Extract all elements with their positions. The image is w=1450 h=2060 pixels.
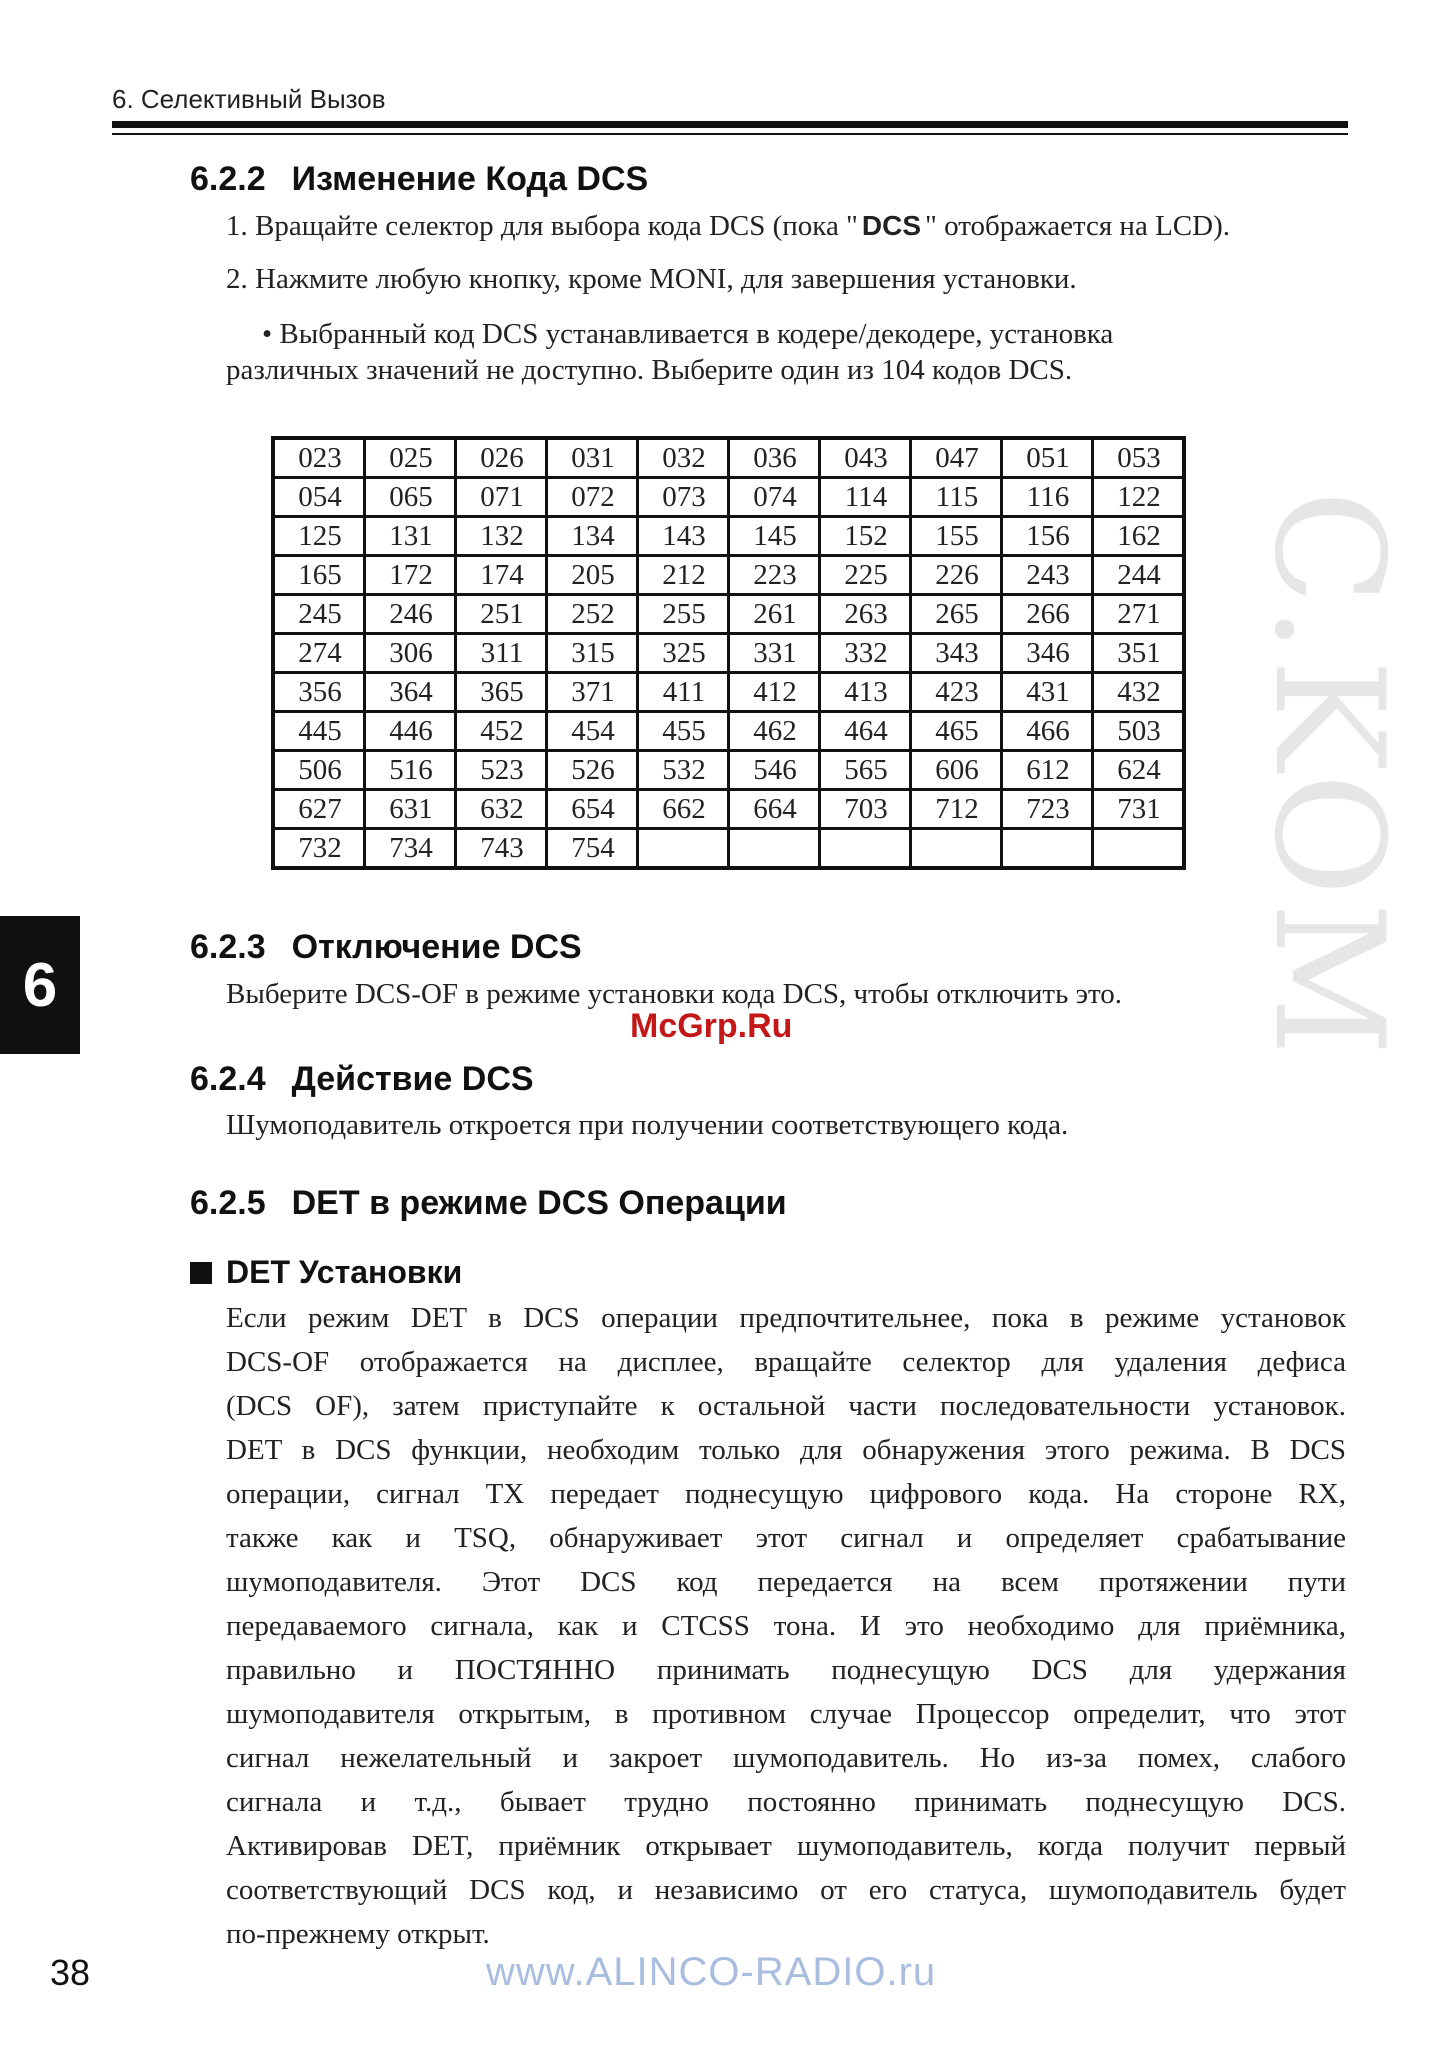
dcs-code-cell: 743	[456, 829, 547, 869]
dcs-code-cell	[638, 829, 729, 869]
dcs-code-cell: 116	[1002, 478, 1093, 517]
dcs-code-cell: 306	[365, 634, 456, 673]
step-1-text-start: 1. Вращайте селектор для выбора кода DCS (пока "	[226, 210, 858, 242]
dcs-code-cell: 723	[1002, 790, 1093, 829]
lcd-dcs-indicator: DCS	[861, 210, 922, 241]
dcs-code-cell: 464	[820, 712, 911, 751]
running-header: 6. Селективный Вызов	[112, 84, 386, 114]
dcs-code-cell: 205	[547, 556, 638, 595]
table-row	[273, 790, 1184, 829]
dcs-code-cell: 132	[456, 517, 547, 556]
section-6-2-2-heading	[190, 160, 648, 199]
dcs-code-cell: 332	[820, 634, 911, 673]
dcs-code-cell: 325	[638, 634, 729, 673]
dcs-code-cell: 452	[456, 712, 547, 751]
dcs-code-cell: 532	[638, 751, 729, 790]
det-setup-heading	[190, 1254, 462, 1291]
dcs-code-cell: 754	[547, 829, 638, 869]
dcs-code-cell: 351	[1093, 634, 1185, 673]
section-title: Отключение DCS	[291, 928, 582, 966]
footer-url[interactable]: www.ALINCO-RADIO.ru	[486, 1950, 937, 1994]
dcs-code-cell: 125	[273, 517, 365, 556]
dcs-code-cell: 174	[456, 556, 547, 595]
dcs-code-cell: 261	[729, 595, 820, 634]
dcs-code-cell: 331	[729, 634, 820, 673]
dcs-code-cell: 023	[273, 438, 365, 478]
dcs-code-cell: 446	[365, 712, 456, 751]
table-row	[273, 751, 1184, 790]
dcs-code-cell: 065	[365, 478, 456, 517]
dcs-code-cell	[1002, 829, 1093, 869]
dcs-code-cell: 223	[729, 556, 820, 595]
table-row	[273, 673, 1184, 712]
dcs-code-cell: 413	[820, 673, 911, 712]
page-number: 38	[50, 1952, 91, 1993]
dcs-code-cell: 152	[820, 517, 911, 556]
chapter-tab: 6	[0, 916, 80, 1054]
dcs-code-cell: 265	[911, 595, 1002, 634]
dcs-code-cell: 606	[911, 751, 1002, 790]
section-6-2-4-heading	[190, 1060, 534, 1099]
paragraph-line: DCS-OF отображается на дисплее, вращайте селектор для удаления дефиса	[226, 1346, 1346, 1378]
paragraph-line: передаваемого сигнала, как и CTCSS тона. И это необходимо для приёмника,	[226, 1610, 1346, 1642]
dcs-code-cell: 523	[456, 751, 547, 790]
dcs-code-cell: 074	[729, 478, 820, 517]
dcs-code-cell: 114	[820, 478, 911, 517]
dcs-code-cell: 454	[547, 712, 638, 751]
section-6-2-4-text: Шумоподавитель откроется при получении соответствующего кода.	[226, 1109, 1069, 1141]
dcs-code-cell: 632	[456, 790, 547, 829]
section-6-2-5-heading	[190, 1184, 787, 1223]
dcs-code-cell: 503	[1093, 712, 1185, 751]
section-6-2-3-heading	[190, 928, 582, 967]
dcs-code-cell: 412	[729, 673, 820, 712]
dcs-code-cell: 122	[1093, 478, 1185, 517]
dcs-code-cell: 631	[365, 790, 456, 829]
dcs-code-cell	[1093, 829, 1185, 869]
dcs-code-cell: 266	[1002, 595, 1093, 634]
dcs-code-cell: 731	[1093, 790, 1185, 829]
dcs-code-cell: 364	[365, 673, 456, 712]
dcs-code-cell: 565	[820, 751, 911, 790]
dcs-code-cell: 073	[638, 478, 729, 517]
dcs-code-cell: 274	[273, 634, 365, 673]
dcs-code-cell: 134	[547, 517, 638, 556]
dcs-code-cell: 712	[911, 790, 1002, 829]
dcs-code-cell: 423	[911, 673, 1002, 712]
section-number: 6.2.5	[190, 1184, 266, 1222]
dcs-code-cell: 346	[1002, 634, 1093, 673]
dcs-code-cell: 212	[638, 556, 729, 595]
step-1	[226, 210, 1230, 243]
section-number: 6.2.3	[190, 928, 266, 966]
dcs-code-cell: 226	[911, 556, 1002, 595]
table-row	[273, 829, 1184, 869]
section-6-2-3-text: Выберите DCS-OF в режиме установки кода DCS, чтобы отключить это.	[226, 978, 1123, 1010]
dcs-code-cell: 172	[365, 556, 456, 595]
dcs-code-cell: 624	[1093, 751, 1185, 790]
dcs-code-cell: 734	[365, 829, 456, 869]
dcs-code-cell: 356	[273, 673, 365, 712]
dcs-code-cell: 263	[820, 595, 911, 634]
dcs-code-cell: 053	[1093, 438, 1185, 478]
dcs-code-cell: 371	[547, 673, 638, 712]
table-row	[273, 595, 1184, 634]
paragraph-line: шумоподавителя открытым, в противном случае Процессор определит, что этот	[226, 1698, 1346, 1730]
dcs-code-cell: 654	[547, 790, 638, 829]
dcs-code-cell: 026	[456, 438, 547, 478]
table-row	[273, 438, 1184, 478]
paragraph-line: шумоподавителя. Этот DCS код передается на всем протяжении пути	[226, 1566, 1346, 1598]
step-2: 2. Нажмите любую кнопку, кроме MONI, для завершения установки.	[226, 263, 1077, 295]
bullet-square-icon	[190, 1262, 212, 1284]
section-title: DET в режиме DCS Операции	[291, 1184, 787, 1222]
dcs-code-cell: 311	[456, 634, 547, 673]
paragraph-line: (DCS OF), затем приступайте к остальной части последовательности установок.	[226, 1390, 1346, 1422]
dcs-code-cell: 043	[820, 438, 911, 478]
section-title: Действие DCS	[291, 1060, 534, 1098]
dcs-code-cell: 432	[1093, 673, 1185, 712]
dcs-code-cell: 162	[1093, 517, 1185, 556]
table-row	[273, 556, 1184, 595]
dcs-code-cell: 115	[911, 478, 1002, 517]
section-number: 6.2.2	[190, 160, 266, 198]
dcs-code-cell: 466	[1002, 712, 1093, 751]
paragraph-line: сигнала и т.д., бывает трудно постоянно принимать поднесущую DCS.	[226, 1786, 1346, 1818]
dcs-code-cell: 664	[729, 790, 820, 829]
dcs-code-cell: 612	[1002, 751, 1093, 790]
dcs-code-cell: 703	[820, 790, 911, 829]
paragraph-line: по-прежнему открыт.	[226, 1918, 490, 1950]
paragraph-line: операции, сигнал TX передает поднесущую цифрового кода. На стороне RX,	[226, 1478, 1346, 1510]
paragraph-line: также как и TSQ, обнаруживает этот сигнал и определяет срабатывание	[226, 1522, 1346, 1554]
paragraph-line: сигнал нежелательный и закроет шумоподавитель. Но из-за помех, слабого	[226, 1742, 1346, 1774]
dcs-code-cell: 526	[547, 751, 638, 790]
step-1-text-end: " отображается на LCD).	[925, 210, 1230, 242]
watermark-text: C.KOM	[1241, 490, 1415, 1062]
dcs-code-cell: 225	[820, 556, 911, 595]
header-rule-thin	[112, 133, 1348, 135]
dcs-code-cell: 627	[273, 790, 365, 829]
dcs-code-cell: 431	[1002, 673, 1093, 712]
dcs-code-cell: 156	[1002, 517, 1093, 556]
dcs-code-cell: 145	[729, 517, 820, 556]
dcs-code-cell: 343	[911, 634, 1002, 673]
dcs-code-cell: 245	[273, 595, 365, 634]
dcs-code-cell: 071	[456, 478, 547, 517]
dcs-code-cell: 546	[729, 751, 820, 790]
dcs-code-cell: 036	[729, 438, 820, 478]
dcs-code-cell: 445	[273, 712, 365, 751]
dcs-code-cell: 315	[547, 634, 638, 673]
table-row	[273, 712, 1184, 751]
dcs-code-cell: 165	[273, 556, 365, 595]
dcs-code-cell: 243	[1002, 556, 1093, 595]
dcs-code-cell: 465	[911, 712, 1002, 751]
dcs-code-cell: 516	[365, 751, 456, 790]
dcs-code-cell: 244	[1093, 556, 1185, 595]
dcs-code-cell: 155	[911, 517, 1002, 556]
dcs-code-cell: 246	[365, 595, 456, 634]
section-number: 6.2.4	[190, 1060, 266, 1098]
paragraph-line: DET в DCS функции, необходим только для обнаружения этого режима. В DCS	[226, 1434, 1346, 1466]
header-rule-thick	[112, 121, 1348, 128]
dcs-code-cell: 271	[1093, 595, 1185, 634]
dcs-code-cell: 662	[638, 790, 729, 829]
note-line-1: • Выбранный код DCS устанавливается в кодере/декодере, установка	[262, 318, 1114, 350]
mcgrp-watermark: McGrp.Ru	[630, 1007, 793, 1045]
dcs-code-cell: 506	[273, 751, 365, 790]
section-title: Изменение Кода DCS	[291, 160, 649, 198]
table-row	[273, 478, 1184, 517]
dcs-code-cell: 032	[638, 438, 729, 478]
dcs-code-cell	[820, 829, 911, 869]
paragraph-line: соответствующий DCS код, и независимо от его статуса, шумоподавитель будет	[226, 1874, 1346, 1906]
table-row	[273, 517, 1184, 556]
note-line-2: различных значений не доступно. Выберите один из 104 кодов DCS.	[226, 354, 1073, 386]
dcs-code-cell	[911, 829, 1002, 869]
dcs-code-cell: 251	[456, 595, 547, 634]
dcs-code-cell: 047	[911, 438, 1002, 478]
dcs-code-cell: 462	[729, 712, 820, 751]
dcs-code-cell: 131	[365, 517, 456, 556]
dcs-code-cell: 054	[273, 478, 365, 517]
det-setup-title: DET Установки	[226, 1254, 463, 1290]
det-setup-paragraph	[226, 1296, 1346, 1956]
dcs-code-cell: 255	[638, 595, 729, 634]
dcs-code-cell: 031	[547, 438, 638, 478]
dcs-code-cell: 732	[273, 829, 365, 869]
dcs-code-cell: 051	[1002, 438, 1093, 478]
dcs-code-cell: 025	[365, 438, 456, 478]
paragraph-line: Активировав DET, приёмник открывает шумоподавитель, когда получит первый	[226, 1830, 1346, 1862]
dcs-code-cell: 455	[638, 712, 729, 751]
dcs-code-table	[271, 436, 1186, 870]
paragraph-line: Если режим DET в DCS операции предпочтительнее, пока в режиме установок	[226, 1302, 1346, 1334]
dcs-code-cell: 411	[638, 673, 729, 712]
dcs-code-cell: 143	[638, 517, 729, 556]
dcs-code-cell: 252	[547, 595, 638, 634]
paragraph-line: правильно и ПОСТЯННО принимать поднесущую DCS для удержания	[226, 1654, 1346, 1686]
dcs-code-cell: 072	[547, 478, 638, 517]
table-row	[273, 634, 1184, 673]
dcs-code-cell: 365	[456, 673, 547, 712]
dcs-code-cell	[729, 829, 820, 869]
